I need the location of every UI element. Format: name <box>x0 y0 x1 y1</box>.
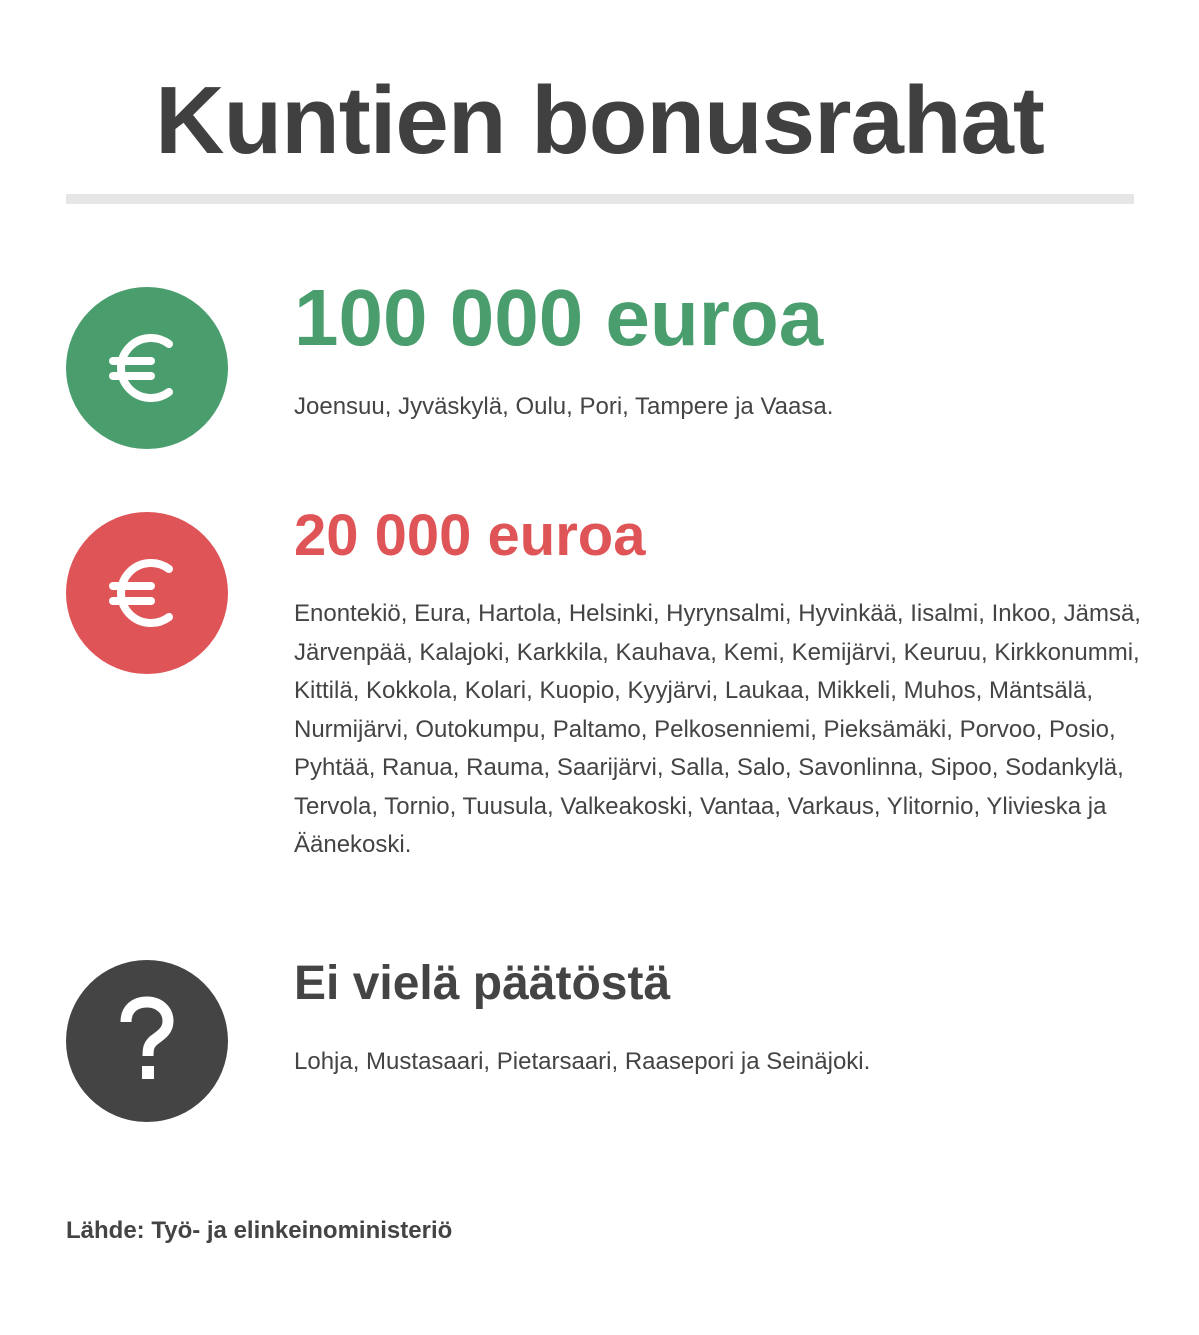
tier-1-municipalities: Joensuu, Jyväskylä, Oulu, Pori, Tampere ja Vaasa. <box>294 393 834 420</box>
tier-1-badge <box>66 287 228 449</box>
title-divider <box>66 194 1134 204</box>
tier-2-municipalities: Enontekiö, Eura, Hartola, Helsinki, Hyrynsalmi, Hyvinkää, Iisalmi, Inkoo, Jämsä, Järvenpää, Kalajoki, Karkkila, Kauhava, Kemi, Kemijärvi, Keuruu, Kirkkonummi, Kittilä, Kokkola, Kolari, Kuopio, Kyyjärvi, Laukaa, Mikkeli, Muhos, Mäntsälä, Nurmijärvi, Outokumpu, Paltamo, Pelkosenniemi, Pieksämäki, Porvoo, Posio, Pyhtää, Ranua, Rauma, Saarijärvi, Salla, Salo, Savonlinna, Sipoo, Sodankylä, Tervola, Tornio, Tuusula, Valkeakoski, Vantaa, Varkaus, Ylitornio, Ylivieska ja Äänekoski. <box>294 600 1141 858</box>
page-title: Kuntien bonusrahat <box>155 67 1044 174</box>
tier-3-badge <box>66 960 228 1122</box>
tier-3-amount: Ei vielä päätöstä <box>294 957 671 1010</box>
tier-1-amount: 100 000 euroa <box>294 273 824 362</box>
source-note: Lähde: Työ- ja elinkeinoministeriö <box>66 1217 453 1244</box>
euro-icon <box>107 553 187 633</box>
tier-2-amount: 20 000 euroa <box>294 503 646 568</box>
euro-icon <box>107 328 187 408</box>
question-icon <box>112 996 182 1086</box>
tier-3-municipalities: Lohja, Mustasaari, Pietarsaari, Raasepori ja Seinäjoki. <box>294 1048 871 1075</box>
tier-2-badge <box>66 512 228 674</box>
